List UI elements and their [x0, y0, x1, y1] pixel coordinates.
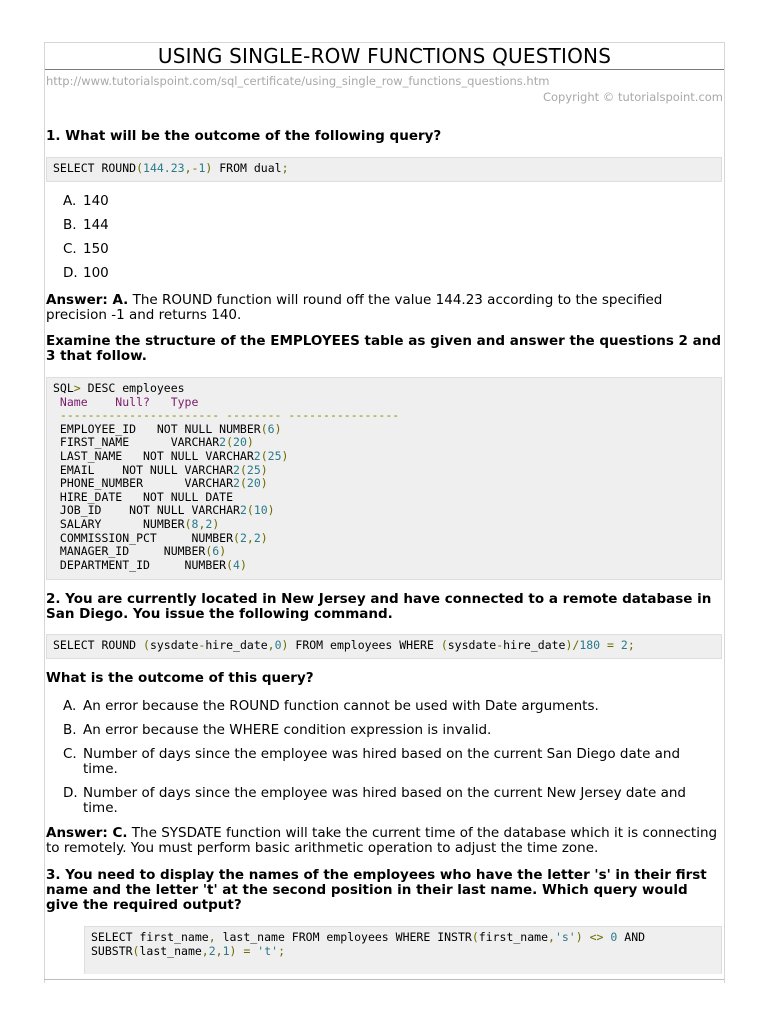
code-line: SELECT first_name, last_name FROM employees WHERE INSTR(first_name,'s') <> 0 AND: [91, 930, 646, 944]
desc-row: DEPARTMENT_ID NUMBER(4): [53, 557, 247, 572]
option-letter: B.: [63, 722, 77, 738]
option-q2-d: [63, 786, 703, 816]
question-1: 1. What will be the outcome of the following query?: [46, 128, 442, 144]
desc-header-line: Name Null? Type: [53, 394, 199, 409]
desc-row: HIRE_DATE NOT NULL DATE: [53, 489, 234, 504]
option-q1-b: [63, 218, 703, 233]
desc-row: EMPLOYEE_ID NOT NULL NUMBER(6): [53, 421, 282, 436]
source-url[interactable]: http://www.tutorialspoint.com/sql_certificate/using_single_row_functions_questions.htm: [46, 74, 550, 88]
code-line: SQL> DESC employees: [53, 381, 185, 395]
answer-q1: [46, 293, 724, 323]
option-letter: C.: [63, 241, 77, 257]
page-title: USING SINGLE-ROW FUNCTIONS QUESTIONS: [157, 44, 612, 68]
answer-label: Answer: C.: [46, 825, 128, 841]
document-page: [44, 42, 725, 983]
desc-row: PHONE_NUMBER VARCHAR2(20): [53, 476, 268, 491]
code-block-q3: [84, 926, 722, 974]
option-text: 100: [83, 265, 109, 281]
answer-q2: [46, 826, 724, 856]
code-line: SELECT ROUND(144.23,-1) FROM dual;: [53, 161, 289, 175]
question-2: 2. You are currently located in New Jersey and have connected to a remote database in San Diego. You issue the following command.: [46, 591, 712, 622]
title-divider: [45, 69, 724, 70]
desc-row: FIRST_NAME VARCHAR2(20): [53, 435, 254, 450]
code-block-q2: [46, 634, 722, 659]
code-line: SUBSTR(last_name,2,1) = 't';: [91, 943, 286, 958]
option-text: 140: [83, 193, 109, 209]
option-text: An error because the ROUND function cannot be used with Date arguments.: [83, 698, 599, 714]
option-letter: D.: [63, 265, 78, 281]
option-text: Number of days since the employee was hired based on the current San Diego date and time.: [83, 746, 681, 777]
option-text: 150: [83, 241, 109, 257]
answer-text: The SYSDATE function will take the current time of the database which it is connecting to remotely. You must perform basic arithmetic operation to adjust the time zone.: [46, 825, 718, 856]
options-q1: [63, 194, 703, 281]
option-q1-a: [63, 194, 703, 209]
answer-label: Answer: A.: [46, 292, 129, 308]
option-text: An error because the WHERE condition expression is invalid.: [83, 722, 492, 738]
code-block-desc: [46, 377, 722, 580]
desc-row: COMMISSION_PCT NUMBER(2,2): [53, 530, 268, 545]
desc-row: EMAIL NOT NULL VARCHAR2(25): [53, 462, 268, 477]
option-q1-c: [63, 242, 703, 257]
option-letter: C.: [63, 746, 77, 762]
code-line: SELECT ROUND (sysdate-hire_date,0) FROM employees WHERE (sysdate-hire_date)/180 = 2;: [53, 638, 635, 652]
answer-text: The ROUND function will round off the value 144.23 according to the specified precision -1 and returns 140.: [46, 292, 663, 323]
code-block-q1: [46, 157, 722, 182]
desc-row: MANAGER_ID NUMBER(6): [53, 544, 227, 559]
examine-instructions: Examine the structure of the EMPLOYEES table as given and answer the questions 2 and 3 that follow.: [46, 333, 722, 364]
question-2-sub: What is the outcome of this query?: [46, 670, 314, 686]
desc-row: JOB_ID NOT NULL VARCHAR2(10): [53, 503, 275, 518]
option-text: 144: [83, 217, 109, 233]
desc-row: SALARY NUMBER(8,2): [53, 516, 220, 531]
desc-rule-line: ----------------------- -------- ----------------: [53, 408, 400, 423]
copyright-notice: Copyright © tutorialspoint.com: [542, 90, 723, 104]
option-q2-a: [63, 699, 703, 714]
option-q2-b: [63, 723, 703, 738]
page-bottom-rule: [44, 979, 724, 980]
desc-row: LAST_NAME NOT NULL VARCHAR2(25): [53, 448, 289, 463]
option-q2-c: [63, 747, 703, 777]
option-letter: A.: [63, 698, 77, 714]
question-3: 3. You need to display the names of the employees who have the letter 's' in their first name and the letter 't' at the second position in their last name. Which query would give the required output?: [46, 867, 707, 913]
options-q2: [63, 699, 703, 816]
option-letter: B.: [63, 217, 77, 233]
option-text: Number of days since the employee was hired based on the current New Jersey date and time.: [83, 785, 686, 816]
option-letter: D.: [63, 785, 78, 801]
option-q1-d: [63, 266, 703, 281]
option-letter: A.: [63, 193, 77, 209]
